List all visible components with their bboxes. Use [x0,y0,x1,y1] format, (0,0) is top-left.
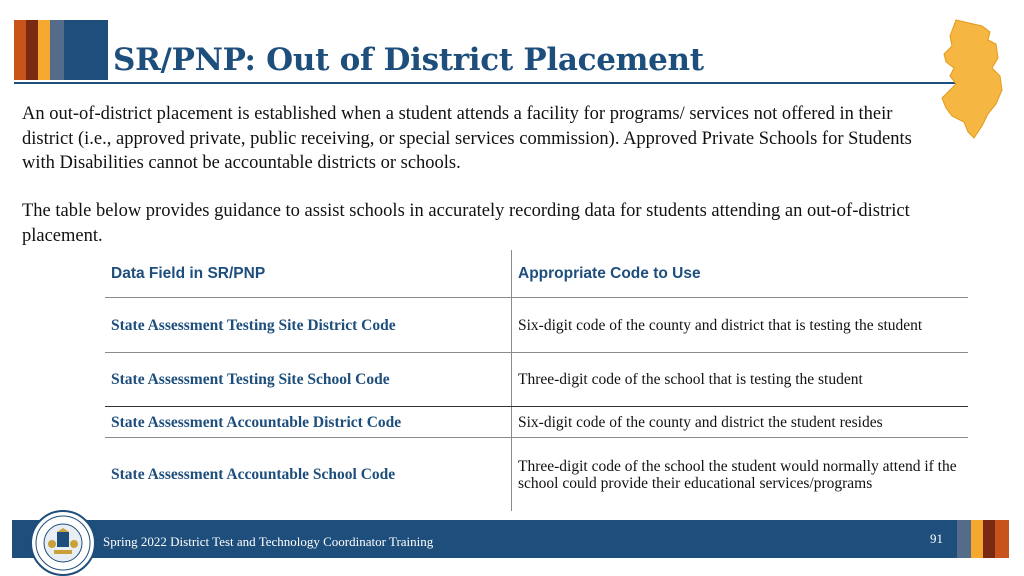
column-header-code: Appropriate Code to Use [512,250,969,298]
table-intro-paragraph: The table below provides guidance to assist schools in accurately recording data for students attending an out-of-district placement. [22,201,910,246]
new-jersey-map-icon [938,18,1006,142]
table-row [105,353,968,407]
data-field-cell: State Assessment Accountable School Code [105,438,512,512]
header-stripes [14,20,108,80]
page-number: 91 [930,531,943,546]
page-title: SR/PNP: Out of District Placement [113,42,704,78]
code-cell: Six-digit code of the county and district the student resides [512,407,969,438]
column-header-data-field: Data Field in SR/PNP [105,250,512,298]
footer [0,520,1024,558]
nj-department-of-education-seal [30,510,96,576]
data-field-cell: State Assessment Testing Site District Code [105,298,512,353]
title-divider [14,82,974,84]
table-header-row [105,250,968,298]
footer-stripes [957,520,1009,558]
code-cell: Six-digit code of the county and district that is testing the student [512,298,969,353]
code-cell: Three-digit code of the school that is testing the student [512,353,969,407]
table-row [105,407,968,438]
code-cell: Three-digit code of the school the student would normally attend if the school could provide their educational services/programs [518,457,957,492]
data-field-cell: State Assessment Testing Site School Code [105,353,512,407]
intro-paragraph: An out-of-district placement is established when a student attends a facility for programs/ services not offered in their district (i.e., approved private, public receiving, or special services commission). Approved Private Schools for Students with Disabilities cannot be accountable districts or schools. [22,104,912,173]
data-field-cell: State Assessment Accountable District Code [105,407,512,438]
table-row [105,298,968,353]
footer-text: Spring 2022 District Test and Technology Coordinator Training [103,534,434,549]
guidance-table [105,250,968,511]
table-row [105,438,968,512]
